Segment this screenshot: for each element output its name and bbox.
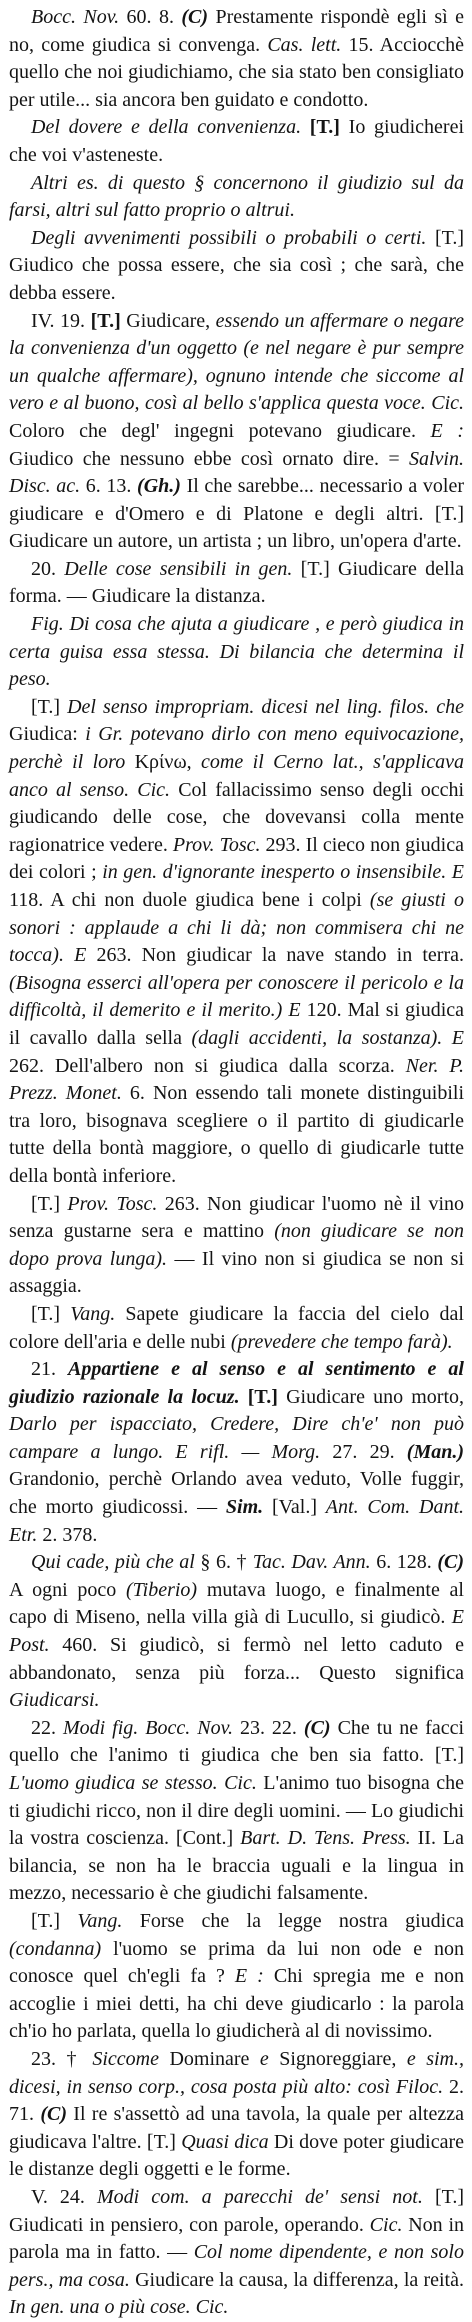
- text-run: Sim.: [225, 1496, 264, 1519]
- text-run: 21.: [31, 1358, 68, 1381]
- text-run: Vang.: [70, 1302, 116, 1325]
- entry-paragraph-3: [9, 170, 464, 225]
- text-run: Prestamente rispondè egli sì e no, come giudica si convenga.: [9, 6, 464, 56]
- text-run: 118. A chi non duole giudica bene i colpi: [9, 889, 370, 911]
- text-run: 6. Non essendo tali monete distinguibili tra loro, bisognava scegliere o il partito di giudicarle tutte della bontà maggiore, o quello di giudicarle tutte della bontà inferiore.: [9, 1082, 465, 1187]
- text-run: 27. 29.: [320, 1440, 407, 1463]
- text-run: Giudicare,: [120, 309, 216, 332]
- text-run: E :: [234, 1965, 264, 1988]
- text-run: (se giusti o sonori : applaude a chi li dà; non commisera chi ne tocca).: [9, 889, 465, 967]
- text-run: (Tiberio): [125, 1578, 198, 1601]
- text-run: Tac. Dav. Ann.: [252, 1551, 371, 1574]
- text-run: Cic.: [369, 2213, 403, 2236]
- text-run: Giudica:: [9, 723, 86, 746]
- text-run: Non in parola ma in fatto. —: [9, 2213, 465, 2264]
- text-run: Bart. D. Tens. Press.: [240, 1827, 411, 1850]
- text-run: (C): [181, 6, 209, 28]
- text-run: 293. Il cieco non giudica dei colori ;: [9, 833, 464, 884]
- entry-paragraph-1: [9, 4, 464, 114]
- text-run: Vang.: [77, 1909, 123, 1932]
- text-run: II. La bilancia, se non ha le braccia uguali e la lingua in mezzo, necessario è che giudichi falsamente.: [9, 1827, 464, 1905]
- text-run: E: [74, 944, 87, 967]
- text-run: Di dove poter giudicare le distanze degli oggetti e le forme.: [9, 2130, 465, 2181]
- text-run: [T.]: [31, 1909, 78, 1932]
- text-run: Cas. lett.: [267, 33, 342, 56]
- text-run: mutava luogo, e finalmente al capo di Miseno, nella villa già di Lucullo, si giudicò.: [9, 1578, 464, 1629]
- text-run: (C): [40, 2103, 67, 2126]
- text-run: l'uomo se prima da lui non ode e non conosce quel ch'egli fa ?: [9, 1937, 464, 1988]
- text-run: Siccome: [92, 2047, 159, 2070]
- text-run: E: [451, 861, 465, 884]
- text-run: Coloro che degl' ingegni potevano giudicare.: [9, 419, 431, 442]
- text-run: Che tu ne facci quello che l'animo ti giudica che ben sia fatto. [T.]: [9, 1716, 465, 1767]
- text-run: [T.] Giudico che possa essere, che sia così ; che sarà, che debba essere.: [9, 226, 464, 304]
- text-run: § 6. †: [194, 1551, 253, 1574]
- text-run: Giudicare la causa, la differenza, la reità.: [129, 2268, 464, 2291]
- entry-paragraph-12: [9, 1549, 464, 1715]
- text-run: Fig. Di cosa che ajuta a giudicare , e però giudica in certa guisa essa stessa. Di bilancia che determina il peso.: [9, 613, 464, 691]
- text-run: essendo un affermare o negare la convenienza d'un oggetto (e nel negare è pur sempre un qualche affermare), ognuno intende che siccome al vero e al buono, così al bello s'applica questa voce.: [9, 309, 464, 415]
- text-run: E: [451, 1026, 465, 1049]
- text-run: Giudicare uno morto,: [277, 1385, 465, 1408]
- text-run: (Man.): [406, 1440, 465, 1463]
- text-run: Col nome dipendente, e non solo pers., ma cosa.: [9, 2241, 464, 2291]
- text-run: 120. Mal si giudica il cavallo dalla sella: [9, 999, 465, 1049]
- text-run: [T.]: [31, 1192, 68, 1215]
- text-run: Modi fig. Bocc. Nov.: [62, 1716, 233, 1739]
- text-run: V. 24.: [31, 2185, 97, 2208]
- text-run: (prevedere che tempo farà).: [230, 1330, 453, 1353]
- text-run: [T.]: [31, 695, 68, 718]
- text-run: 6. 13.: [80, 475, 138, 498]
- entry-paragraph-4: [9, 225, 464, 308]
- text-run: 20.: [31, 557, 65, 580]
- text-run: Prov. Tosc.: [67, 1192, 158, 1215]
- text-run: [T.] Giudicare della forma. — Giudicare la distanza.: [9, 557, 465, 608]
- text-run: 2. 71.: [9, 2075, 465, 2126]
- text-run: E Post.: [9, 1606, 464, 1657]
- text-run: [301, 116, 310, 138]
- text-run: (Gh.): [137, 475, 181, 498]
- text-run: Cic.: [137, 778, 171, 801]
- text-run: Delle cose sensibili in gen.: [64, 557, 293, 580]
- text-run: 60. 8.: [119, 6, 182, 28]
- text-run: Sapete giudicare la faccia del cielo dal colore dell'aria e delle nubi: [9, 1302, 464, 1353]
- entry-paragraph-7: [9, 611, 464, 694]
- text-run: Il re s'assettò ad una tavola, la quale per altezza giudicava l'altre. [T.]: [9, 2103, 464, 2153]
- text-run: Signoreggiare,: [268, 2047, 407, 2070]
- text-run: E :: [430, 419, 464, 442]
- text-run: [64, 944, 74, 966]
- text-run: 263. Non giudicar la nave stando in terra.: [86, 944, 465, 967]
- text-run: [T.]: [309, 116, 340, 139]
- text-run: Degli avvenimenti possibili o probabili o certi.: [31, 226, 427, 249]
- text-run: Il che sarebbe... necessario a voler giudicare e d'Omero e di Platone e degli altri. [T.] Giudicare un autore, un artista ; un libro, un'opera d'arte.: [9, 475, 464, 553]
- text-run: Giudico che nessuno ebbe così ornato dire. =: [9, 447, 409, 470]
- text-run: Io giudicherei che voi v'asteneste.: [9, 116, 464, 166]
- text-run: L'uomo giudica se stesso. Cic.: [9, 1772, 257, 1794]
- text-run: (condanna): [9, 1937, 102, 1960]
- text-run: Grandonio, perchè Orlando avea veduto, Volle fuggir, che morto giudicossi. —: [9, 1468, 464, 1519]
- text-run: (Bisogna esserci all'opera per conoscere il pericolo e la difficoltà, il demerito e il merito.): [9, 971, 464, 1022]
- text-run: e: [259, 2047, 269, 2070]
- text-run: in gen. d'ignorante inesperto o insensibile.: [102, 861, 447, 884]
- text-run: e sim., dicesi, in senso corp., cosa posta più alto: così Filoc.: [9, 2047, 464, 2098]
- text-run: Del senso impropriam. dicesi nel ling. filos. che: [67, 695, 464, 718]
- text-run: Dominare: [159, 2047, 260, 2070]
- entry-paragraph-6: [9, 556, 464, 611]
- entry-paragraph-5: [9, 308, 464, 556]
- text-run: Κρίνω,: [125, 751, 202, 774]
- text-run: Altri es. di questo § concernono il giudizio sul da farsi, altri sul fatto proprio o altrui.: [9, 171, 464, 222]
- entry-paragraph-9: [9, 1191, 464, 1301]
- text-run: Col fallacissimo senso degli occhi giudicando delle cose, che dovevansi colla mente ragionatrice vedere.: [9, 778, 464, 856]
- entry-paragraph-8: [9, 694, 464, 1191]
- text-run: — Il vino non si giudica se non si assaggia.: [9, 1247, 465, 1298]
- text-run: Appartiene e al senso e al sentimento e al giudizio razionale la locuz.: [9, 1358, 464, 1408]
- text-run: IV. 19.: [31, 309, 91, 332]
- text-run: Bocc. Nov.: [31, 6, 120, 28]
- text-run: come il Cerno lat., s'applicava anco al senso.: [9, 751, 464, 801]
- text-run: (C): [437, 1551, 465, 1574]
- text-run: [240, 1386, 248, 1408]
- text-run: Ner. P. Prezz. Monet.: [9, 1054, 465, 1105]
- text-run: Prov. Tosc.: [172, 833, 261, 856]
- text-run: [Val.]: [263, 1496, 326, 1519]
- text-run: Chi spregia me e non accoglie i miei detti, ha chi deve giudicarlo : la parola ch'io ho parlata, quella lo giudicherà al di novissimo.: [9, 1965, 464, 2043]
- text-run: i Gr. potevano dirlo con meno equivocazione, perchè il loro: [9, 723, 464, 774]
- text-run: 263. Non giudicar l'uomo nè il vino senza gustarne sera e mattino: [9, 1192, 464, 1243]
- text-run: Salvin. Disc. ac.: [9, 447, 464, 498]
- text-run: 23. 22.: [232, 1716, 304, 1739]
- entry-paragraph-10: [9, 1301, 464, 1356]
- entry-paragraph-15: [9, 2046, 464, 2184]
- text-run: Modi com. a parecchi de' sensi not.: [97, 2185, 423, 2208]
- text-run: Qui cade, più che al: [31, 1551, 195, 1574]
- text-run: Ant. Com. Dant. Etr.: [9, 1496, 464, 1546]
- entry-paragraph-11: [9, 1356, 464, 1549]
- text-run: A ogni poco: [9, 1578, 126, 1601]
- entry-paragraph-13: [9, 1715, 464, 1908]
- text-run: Giudicarsi.: [9, 1689, 100, 1712]
- text-run: [T.]: [90, 309, 121, 332]
- text-run: In gen. una o più cose. Cic.: [9, 2296, 229, 2319]
- text-run: [T.] Giudicati in pensiero, con parole, operando.: [9, 2185, 464, 2236]
- text-run: E: [288, 999, 301, 1022]
- text-run: 15. Acciocchè quello che noi giudichiamo, che sia stato ben consigliato per utile... sia ancora ben guidato e condotto.: [9, 33, 465, 111]
- text-run: Darlo per ispacciato, Credere, Dire ch'e' non può campare a lungo. E rifl. — Morg.: [9, 1413, 464, 1463]
- text-run: [T.]: [247, 1385, 278, 1408]
- text-run: [T.]: [31, 1302, 71, 1325]
- text-run: (C): [303, 1716, 331, 1739]
- text-run: L'animo tuo bisogna che ti giudichi ricco, non il dire degli uomini. — Lo giudichi la vostra coscienza. [Cont.]: [9, 1772, 464, 1850]
- text-run: [442, 1027, 452, 1049]
- text-run: 6. 128.: [370, 1551, 438, 1574]
- entry-paragraph-14: [9, 1908, 464, 2046]
- text-run: Del dovere e della convenienza.: [31, 116, 302, 139]
- entry-paragraph-2: [9, 114, 464, 169]
- text-run: 460. Si giudicò, si fermò nel letto caduto e abbandonato, senza più forza... Questo significa: [9, 1634, 464, 1684]
- text-run: 262. Dell'albero non si giudica dalla scorza.: [9, 1054, 406, 1077]
- text-run: 23. †: [31, 2047, 93, 2070]
- text-run: 2. 378.: [37, 1523, 98, 1546]
- text-run: (non giudicare se non dopo prova lunga).: [9, 1220, 464, 1270]
- text-run: Forse che la legge nostra giudica: [122, 1909, 464, 1932]
- text-run: (dagli accidenti, la sostanza).: [191, 1026, 443, 1049]
- text-run: 22.: [31, 1716, 63, 1739]
- text-run: Cic.: [431, 392, 465, 415]
- entry-paragraph-16: [9, 2184, 464, 2322]
- text-run: Quasi dica: [181, 2130, 269, 2153]
